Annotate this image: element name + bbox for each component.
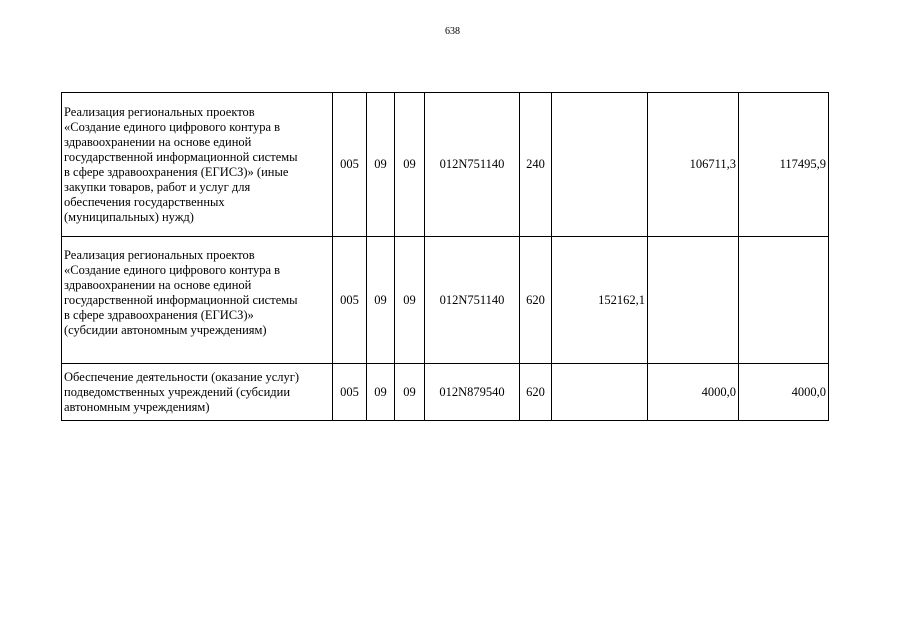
subsection-code: 09: [395, 93, 425, 237]
description-line: Реализация региональных проектов: [64, 247, 255, 262]
description-line: здравоохранении на основе единой: [64, 277, 252, 292]
amount-cell: [739, 237, 829, 364]
target-article-code: 012N879540: [425, 364, 520, 421]
expense-type-code: 620: [520, 364, 552, 421]
table-row: [62, 93, 829, 237]
expense-type-code: 240: [520, 93, 552, 237]
description-line: (субсидии автономным учреждениям): [64, 322, 267, 337]
description-line: Обеспечение деятельности (оказание услуг): [64, 369, 300, 384]
ministry-code: 005: [333, 237, 367, 364]
description-line: автономным учреждениям): [64, 399, 210, 414]
expense-type-code: 620: [520, 237, 552, 364]
page-number: 638: [445, 26, 460, 37]
ministry-code: 005: [333, 93, 367, 237]
amount-cell: 106711,3: [648, 93, 739, 237]
row-description: [62, 93, 333, 237]
description-line: государственной информационной системы: [64, 149, 298, 164]
table-row: [62, 237, 829, 364]
subsection-code: 09: [395, 364, 425, 421]
section-code: 09: [367, 93, 395, 237]
description-line: [64, 338, 330, 353]
row-description: [62, 237, 333, 364]
subsection-code: 09: [395, 237, 425, 364]
target-article-code: 012N751140: [425, 237, 520, 364]
description-line: «Создание единого цифрового контура в: [64, 119, 281, 134]
description-line: здравоохранении на основе единой: [64, 134, 252, 149]
description-line: (муниципальных) нужд): [64, 209, 194, 224]
description-line: обеспечения государственных: [64, 194, 225, 209]
row-description: [62, 364, 333, 421]
description-line: «Создание единого цифрового контура в: [64, 262, 281, 277]
ministry-code: 005: [333, 364, 367, 421]
amount-cell: 4000,0: [739, 364, 829, 421]
table-row: [62, 364, 829, 421]
description-line: Реализация региональных проектов: [64, 104, 255, 119]
amount-cell: 117495,9: [739, 93, 829, 237]
target-article-code: 012N751140: [425, 93, 520, 237]
description-line: закупки товаров, работ и услуг для: [64, 179, 251, 194]
amount-cell: 4000,0: [648, 364, 739, 421]
description-line: в сфере здравоохранения (ЕГИСЗ)»: [64, 307, 254, 322]
amount-cell: [648, 237, 739, 364]
budget-table: [61, 92, 829, 421]
description-line: государственной информационной системы: [64, 292, 298, 307]
section-code: 09: [367, 364, 395, 421]
description-line: в сфере здравоохранения (ЕГИСЗ)» (иные: [64, 164, 289, 179]
description-line: подведомственных учреждений (субсидии: [64, 384, 291, 399]
amount-cell: 152162,1: [552, 237, 648, 364]
section-code: 09: [367, 237, 395, 364]
amount-cell: [552, 364, 648, 421]
amount-cell: [552, 93, 648, 237]
